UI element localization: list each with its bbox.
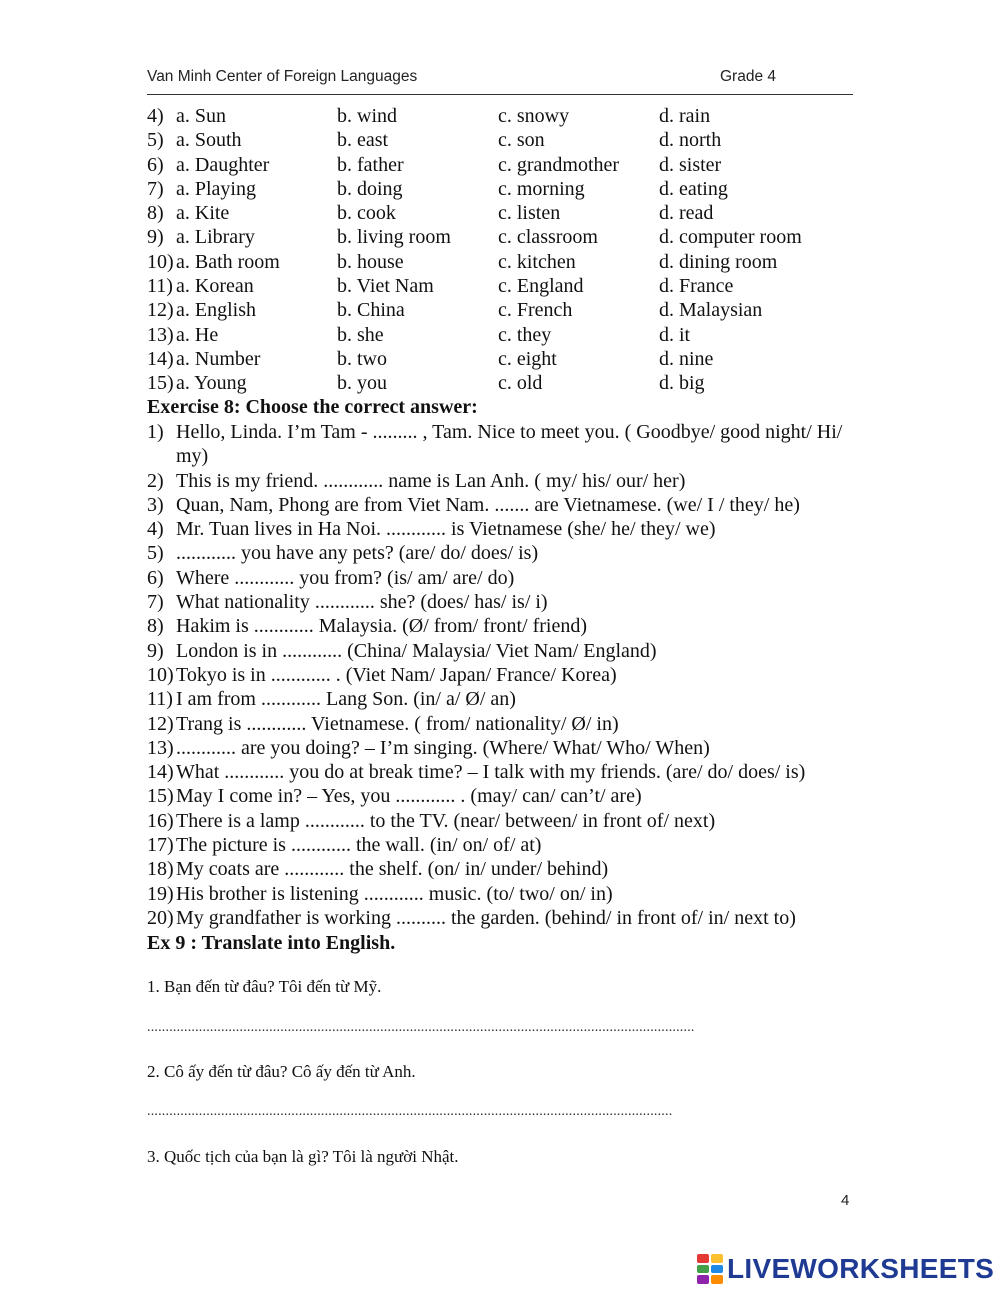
- question-row: [147, 712, 857, 736]
- exercise-9-title: Ex 9 : Translate into English.: [147, 932, 396, 954]
- question-number: 2): [147, 469, 164, 492]
- question-number: 9): [147, 639, 164, 662]
- center-name: Van Minh Center of Foreign Languages: [147, 68, 418, 85]
- option-a[interactable]: a. Bath room: [176, 250, 280, 273]
- question-row: [147, 760, 857, 784]
- question-row: [147, 517, 857, 541]
- option-c[interactable]: c. kitchen: [498, 250, 576, 273]
- odd-one-out-list: [147, 104, 867, 396]
- question-text: ............ are you doing? – I’m singing. (Where/ What/ Who/ When): [176, 736, 710, 759]
- option-c[interactable]: c. classroom: [498, 226, 598, 249]
- logo-square: [711, 1254, 723, 1263]
- question-row: [147, 420, 857, 469]
- option-c[interactable]: c. eight: [498, 347, 557, 370]
- option-row: [147, 225, 867, 249]
- question-number: 17): [147, 834, 174, 857]
- liveworksheets-brand: [697, 1253, 994, 1285]
- liveworksheets-logo-icon: [697, 1254, 723, 1284]
- question-text: Quan, Nam, Phong are from Viet Nam. ....... are Vietnamese. (we/ I / they/ he): [176, 493, 800, 516]
- question-row: [147, 784, 857, 808]
- option-a[interactable]: a. He: [176, 323, 219, 346]
- option-row: [147, 274, 867, 298]
- exercise-8-questions: [147, 420, 857, 930]
- option-number: 9): [147, 226, 164, 249]
- option-number: 5): [147, 129, 164, 152]
- option-d[interactable]: d. Malaysian: [659, 299, 763, 322]
- question-text: ............ you have any pets? (are/ do/ does/ is): [176, 542, 539, 565]
- option-c[interactable]: c. morning: [498, 177, 585, 200]
- question-row: [147, 469, 857, 493]
- option-c[interactable]: c. grandmother: [498, 153, 620, 176]
- option-number: 6): [147, 153, 164, 176]
- question-text: My grandfather is working .......... the garden. (behind/ in front of/ in/ next to): [176, 906, 796, 929]
- option-a[interactable]: a. Playing: [176, 177, 256, 200]
- option-row: [147, 128, 867, 152]
- option-number: 10): [147, 250, 174, 273]
- question-text: Hello, Linda. I’m Tam - ......... , Tam. Nice to meet you. ( Goodbye/ good night/ Hi/ my): [176, 421, 843, 468]
- question-text: Hakim is ............ Malaysia. (Ø/ from/ front/ friend): [176, 615, 588, 638]
- option-a[interactable]: a. Young: [176, 372, 247, 395]
- question-row: [147, 590, 857, 614]
- logo-square: [697, 1265, 709, 1274]
- option-a[interactable]: a. Korean: [176, 275, 254, 298]
- question-number: 5): [147, 542, 164, 565]
- option-b[interactable]: b. she: [337, 323, 384, 346]
- question-text: What ............ you do at break time? – I talk with my friends. (are/ do/ does/ is): [176, 761, 806, 784]
- option-d[interactable]: d. north: [659, 129, 722, 152]
- option-b[interactable]: b. wind: [337, 105, 397, 127]
- question-row: [147, 614, 857, 638]
- option-d[interactable]: d. it: [659, 323, 691, 346]
- option-d[interactable]: d. computer room: [659, 226, 802, 249]
- option-number: 14): [147, 347, 174, 370]
- option-c[interactable]: c. England: [498, 275, 584, 298]
- option-row: [147, 153, 867, 177]
- question-row: [147, 906, 857, 930]
- question-text: Tokyo is in ............ . (Viet Nam/ Japan/ France/ Korea): [176, 663, 617, 686]
- question-text: There is a lamp ............ to the TV. (near/ between/ in front of/ next): [176, 809, 716, 832]
- option-a[interactable]: a. Sun: [176, 105, 226, 127]
- exercise-8-title: Exercise 8: Choose the correct answer:: [147, 396, 478, 418]
- question-text: What nationality ............ she? (does/ has/ is/ i): [176, 591, 548, 614]
- grade-label: Grade 4: [720, 68, 777, 85]
- page-header: [147, 66, 853, 92]
- question-number: 18): [147, 858, 174, 881]
- question-row: [147, 493, 857, 517]
- option-c[interactable]: c. they: [498, 323, 552, 346]
- question-number: 19): [147, 882, 174, 905]
- question-number: 8): [147, 615, 164, 638]
- option-b[interactable]: b. two: [337, 347, 387, 370]
- option-number: 8): [147, 202, 164, 225]
- option-b[interactable]: b. China: [337, 299, 405, 322]
- option-c[interactable]: c. son: [498, 129, 545, 152]
- page-number: 4: [841, 1192, 850, 1209]
- option-row: [147, 177, 867, 201]
- option-b[interactable]: b. east: [337, 129, 389, 152]
- translate-item-1: 1. Bạn đến từ đâu? Tôi đến từ Mỹ.: [147, 977, 382, 996]
- option-a[interactable]: a. Number: [176, 347, 261, 370]
- option-b[interactable]: b. Viet Nam: [337, 275, 434, 298]
- option-c[interactable]: c. French: [498, 299, 573, 322]
- question-text: Where ............ you from? (is/ am/ are/ do): [176, 566, 515, 589]
- question-text: This is my friend. ............ name is Lan Anh. ( my/ his/ our/ her): [176, 469, 686, 492]
- question-number: 12): [147, 712, 174, 735]
- question-number: 13): [147, 736, 174, 759]
- question-text: Trang is ............ Vietnamese. ( from/ nationality/ Ø/ in): [176, 712, 619, 735]
- option-b[interactable]: b. you: [337, 372, 387, 395]
- answer-line-2[interactable]: ..............................................................................................................................................: [147, 1104, 673, 1119]
- question-text: I am from ............ Lang Son. (in/ a/ Ø/ an): [176, 688, 516, 711]
- option-number: 11): [147, 275, 173, 298]
- option-d[interactable]: d. read: [659, 202, 714, 225]
- option-a[interactable]: a. Daughter: [176, 153, 270, 176]
- option-d[interactable]: d. dining room: [659, 250, 778, 273]
- option-row: [147, 298, 867, 322]
- question-row: [147, 639, 857, 663]
- brand-name: LIVEWORKSHEETS: [727, 1253, 995, 1284]
- option-c[interactable]: c. old: [498, 372, 543, 395]
- option-row: [147, 371, 867, 395]
- logo-square: [711, 1275, 723, 1284]
- option-c[interactable]: c. listen: [498, 202, 561, 225]
- question-number: 3): [147, 493, 164, 516]
- translate-item-2: 2. Cô ấy đến từ đâu? Cô ấy đến từ Anh.: [147, 1062, 416, 1081]
- option-d[interactable]: d. sister: [659, 153, 722, 176]
- option-c[interactable]: c. snowy: [498, 105, 570, 127]
- question-text: London is in ............ (China/ Malaysia/ Viet Nam/ England): [176, 639, 657, 662]
- option-number: 4): [147, 105, 164, 127]
- header-divider: [147, 94, 853, 95]
- option-d[interactable]: d. rain: [659, 105, 711, 127]
- question-row: [147, 809, 857, 833]
- option-number: 12): [147, 299, 174, 322]
- question-row: [147, 736, 857, 760]
- option-d[interactable]: d. France: [659, 275, 734, 298]
- option-a[interactable]: a. English: [176, 299, 256, 322]
- question-number: 10): [147, 663, 174, 686]
- question-text: Mr. Tuan lives in Ha Noi. ............ is Vietnamese (she/ he/ they/ we): [176, 518, 716, 541]
- question-row: [147, 663, 857, 687]
- question-row: [147, 541, 857, 565]
- option-row: [147, 104, 867, 128]
- question-row: [147, 687, 857, 711]
- option-b[interactable]: b. cook: [337, 202, 396, 225]
- question-number: 1): [147, 421, 164, 443]
- question-text: His brother is listening ............ music. (to/ two/ on/ in): [176, 882, 613, 905]
- question-text: The picture is ............ the wall. (in/ on/ of/ at): [176, 834, 542, 857]
- question-number: 7): [147, 591, 164, 614]
- option-a[interactable]: a. Library: [176, 226, 255, 249]
- answer-line-1[interactable]: ....................................................................................................................................................: [147, 1020, 695, 1035]
- option-b[interactable]: b. doing: [337, 177, 403, 200]
- option-b[interactable]: b. house: [337, 250, 404, 273]
- logo-square: [697, 1275, 709, 1284]
- question-row: [147, 882, 857, 906]
- option-number: 15): [147, 372, 174, 395]
- option-d[interactable]: d. big: [659, 372, 705, 395]
- option-row: [147, 201, 867, 225]
- translate-item-3: 3. Quốc tịch của bạn là gì? Tôi là người Nhật.: [147, 1147, 459, 1166]
- question-number: 14): [147, 761, 174, 784]
- option-a[interactable]: a. South: [176, 129, 242, 152]
- option-row: [147, 347, 867, 371]
- question-row: [147, 566, 857, 590]
- option-b[interactable]: b. father: [337, 153, 404, 176]
- option-row: [147, 323, 867, 347]
- question-number: 6): [147, 566, 164, 589]
- question-row: [147, 857, 857, 881]
- logo-square: [711, 1265, 723, 1274]
- option-a[interactable]: a. Kite: [176, 202, 230, 225]
- option-d[interactable]: d. eating: [659, 177, 728, 200]
- option-d[interactable]: d. nine: [659, 347, 714, 370]
- question-number: 16): [147, 809, 174, 832]
- logo-square: [697, 1254, 709, 1263]
- question-text: May I come in? – Yes, you ............ . (may/ can/ can’t/ are): [176, 785, 642, 808]
- question-number: 11): [147, 688, 173, 711]
- question-text: My coats are ............ the shelf. (on/ in/ under/ behind): [176, 858, 609, 881]
- question-number: 15): [147, 785, 174, 808]
- option-b[interactable]: b. living room: [337, 226, 451, 249]
- question-row: [147, 833, 857, 857]
- option-number: 7): [147, 177, 164, 200]
- question-number: 4): [147, 518, 164, 541]
- option-row: [147, 250, 867, 274]
- option-number: 13): [147, 323, 174, 346]
- question-number: 20): [147, 906, 174, 929]
